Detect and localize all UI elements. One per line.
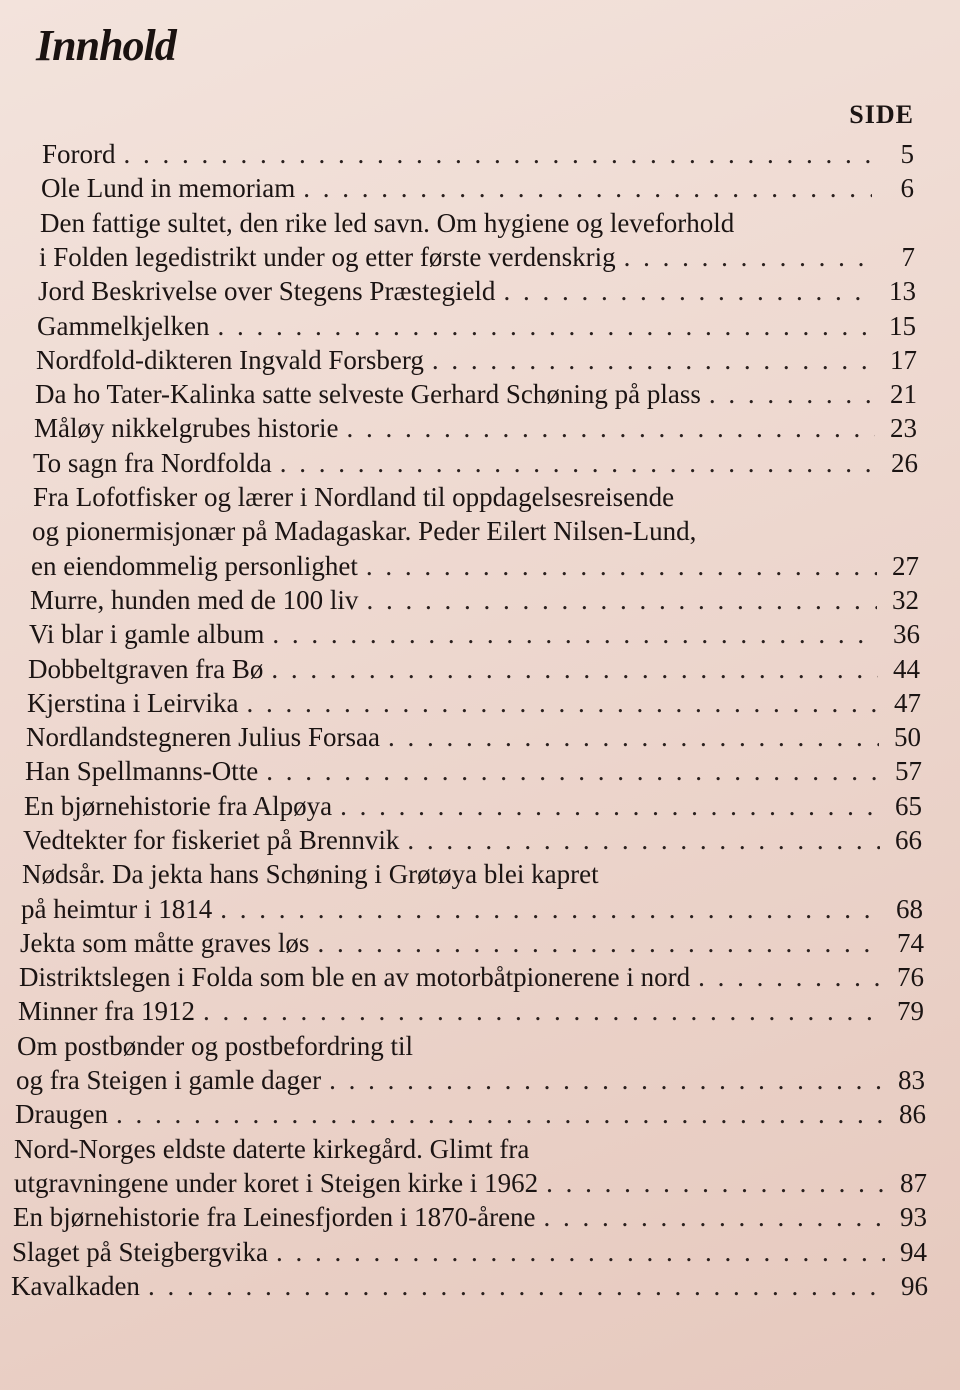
toc-entry-title: Ole Lund in memoriam (41, 173, 296, 203)
toc-entry-title: Nord-Norges eldste daterte kirkegård. Glimt fra (14, 1134, 530, 1164)
toc-page-number: 44 (893, 654, 920, 684)
toc-page-number: 76 (897, 962, 924, 992)
toc-line (18, 993, 924, 1029)
toc-line (28, 651, 920, 687)
toc-line (34, 410, 917, 446)
toc-entry-title: Kavalkaden (11, 1271, 140, 1301)
dot-leader (432, 342, 875, 378)
toc-entry-title: En bjørnehistorie fra Leinesfjorden i 1870-årene (13, 1202, 536, 1232)
toc-page-number: 87 (900, 1168, 927, 1198)
toc-line (40, 205, 915, 241)
toc-entry-title: Distriktslegen i Folda som ble en av motorbåtpionerene i nord (19, 962, 691, 992)
dot-leader (303, 170, 872, 206)
dot-leader (317, 925, 882, 961)
toc-line (30, 582, 919, 618)
dot-leader (329, 1062, 883, 1098)
toc-page-number: 47 (894, 688, 921, 718)
toc-page-number: 15 (889, 311, 916, 341)
toc-page-number: 23 (890, 413, 917, 443)
toc-entry-title: en eiendommelig personlighet (31, 551, 358, 581)
toc-page-number: 86 (899, 1099, 926, 1129)
dot-leader (709, 376, 875, 412)
toc-line (33, 445, 918, 481)
dot-leader (116, 1096, 884, 1132)
toc-line (35, 376, 917, 412)
toc-line (25, 753, 922, 789)
toc-entry-title: Nordlandstegneren Julius Forsaa (26, 722, 380, 752)
toc-entry-title: Nordfold-dikteren Ingvald Forsberg (36, 345, 424, 375)
toc-line (14, 1165, 927, 1201)
toc-page-number: 32 (892, 585, 919, 615)
toc-entry-title: Gammelkjelken (37, 311, 210, 341)
toc-entry-title: Jord Beskrivelse over Stegens Præstegield (38, 276, 496, 306)
toc-page-number: 6 (900, 173, 914, 203)
toc-entry-title: Minner fra 1912 (18, 996, 195, 1026)
dot-leader (346, 410, 875, 446)
toc-entry-title: Vi blar i gamle album (29, 619, 265, 649)
toc-entry-title: utgravningene under koret i Steigen kirke i 1962 (14, 1168, 539, 1198)
toc-entry-title: Kjerstina i Leirvika (27, 688, 239, 718)
toc-page-number: 96 (901, 1271, 928, 1301)
toc-line (23, 822, 922, 858)
dot-leader (366, 582, 877, 618)
toc-line (14, 1131, 926, 1167)
toc-line (15, 1096, 926, 1132)
toc-entry-title: To sagn fra Nordfolda (33, 448, 272, 478)
toc-line (11, 1268, 928, 1304)
dot-leader (276, 1234, 885, 1270)
toc-line (39, 239, 915, 275)
toc-line (17, 1028, 925, 1064)
toc-entry-title: Dobbeltgraven fra Bø (28, 654, 264, 684)
dot-leader (407, 822, 880, 858)
dot-leader (546, 1165, 885, 1201)
toc-line (38, 273, 916, 309)
dot-leader (388, 719, 879, 755)
toc-page-number: 68 (896, 894, 923, 924)
toc-line (41, 170, 914, 206)
toc-line (36, 342, 917, 378)
dot-leader (366, 548, 877, 584)
toc-entry-title: og fra Steigen i gamle dager (16, 1065, 322, 1095)
dot-leader (272, 616, 878, 652)
dot-leader (271, 651, 878, 687)
dot-leader (544, 1199, 885, 1235)
toc-line (16, 1062, 925, 1098)
dot-leader (217, 308, 874, 344)
toc-entry-title: Forord (42, 139, 116, 169)
dot-leader (266, 753, 880, 789)
toc-line (37, 308, 916, 344)
toc-entry-title: Da ho Tater-Kalinka satte selveste Gerhard Schøning på plass (35, 379, 701, 409)
toc-page-number: 17 (890, 345, 917, 375)
dot-leader (340, 788, 880, 824)
toc-entry-title: Slaget på Steigbergvika (12, 1237, 268, 1267)
toc-entry-title: Den fattige sultet, den rike led savn. Om hygiene og leveforhold (40, 208, 735, 238)
toc-entry-title: Han Spellmanns-Otte (25, 756, 259, 786)
toc-entry-title: En bjørnehistorie fra Alpøya (24, 791, 333, 821)
toc-entry-title: Om postbønder og postbefordring til (17, 1031, 413, 1061)
toc-line (29, 616, 920, 652)
toc-entry-title: Nødsår. Da jekta hans Schøning i Grøtøya blei kapret (22, 859, 599, 889)
toc-line (27, 685, 921, 721)
toc-page-number: 74 (897, 928, 924, 958)
toc-page-number: 83 (898, 1065, 925, 1095)
toc-page-number: 66 (895, 825, 922, 855)
toc-entry-title: i Folden legedistrikt under og etter første verdenskrig (39, 242, 616, 272)
toc-entry-title: Murre, hunden med de 100 liv (30, 585, 359, 615)
toc-entry-title: og pionermisjonær på Madagaskar. Peder Eilert Nilsen-Lund, (32, 516, 697, 546)
toc-line (20, 925, 924, 961)
toc-line (21, 891, 923, 927)
page-column-header: SIDE (849, 100, 914, 129)
toc-page-number: 57 (895, 756, 922, 786)
toc-page-number: 65 (895, 791, 922, 821)
dot-leader (148, 1268, 886, 1304)
toc-line (26, 719, 921, 755)
dot-leader (503, 273, 874, 309)
toc-page-number: 21 (890, 379, 917, 409)
toc-entry-title: på heimtur i 1814 (21, 894, 213, 924)
toc-entry-title: Jekta som måtte graves løs (20, 928, 310, 958)
dot-leader (220, 891, 881, 927)
toc-entry-title: Vedtekter for fiskeriet på Brennvik (23, 825, 400, 855)
dot-leader (624, 239, 873, 275)
toc-line (31, 548, 919, 584)
dot-leader (203, 993, 882, 1029)
toc-line (19, 959, 924, 995)
toc-line (13, 1199, 927, 1235)
toc-entry-title: Draugen (15, 1099, 108, 1129)
toc-line (33, 479, 918, 515)
toc-entry-title: Måløy nikkelgrubes historie (34, 413, 339, 443)
toc-page-number: 93 (900, 1202, 927, 1232)
toc-line (12, 1234, 927, 1270)
toc-line (42, 136, 914, 172)
page-title: Innhold (36, 21, 176, 70)
toc-line (24, 788, 922, 824)
toc-page-number: 5 (900, 139, 914, 169)
dot-leader (124, 136, 873, 172)
toc-page-number: 26 (891, 448, 918, 478)
dot-leader (280, 445, 876, 481)
toc-page-number: 50 (894, 722, 921, 752)
dot-leader (698, 959, 882, 995)
toc-page-number: 79 (897, 996, 924, 1026)
toc-page-number: 27 (892, 551, 919, 581)
toc-entry-title: Fra Lofotfisker og lærer i Nordland til oppdagelsesreisende (33, 482, 675, 512)
toc-page-number: 36 (893, 619, 920, 649)
toc-line (22, 856, 923, 892)
toc-page-number: 94 (900, 1237, 927, 1267)
toc-line (32, 513, 919, 549)
toc-page-number: 7 (901, 242, 915, 272)
toc-page-number: 13 (889, 276, 916, 306)
dot-leader (246, 685, 879, 721)
